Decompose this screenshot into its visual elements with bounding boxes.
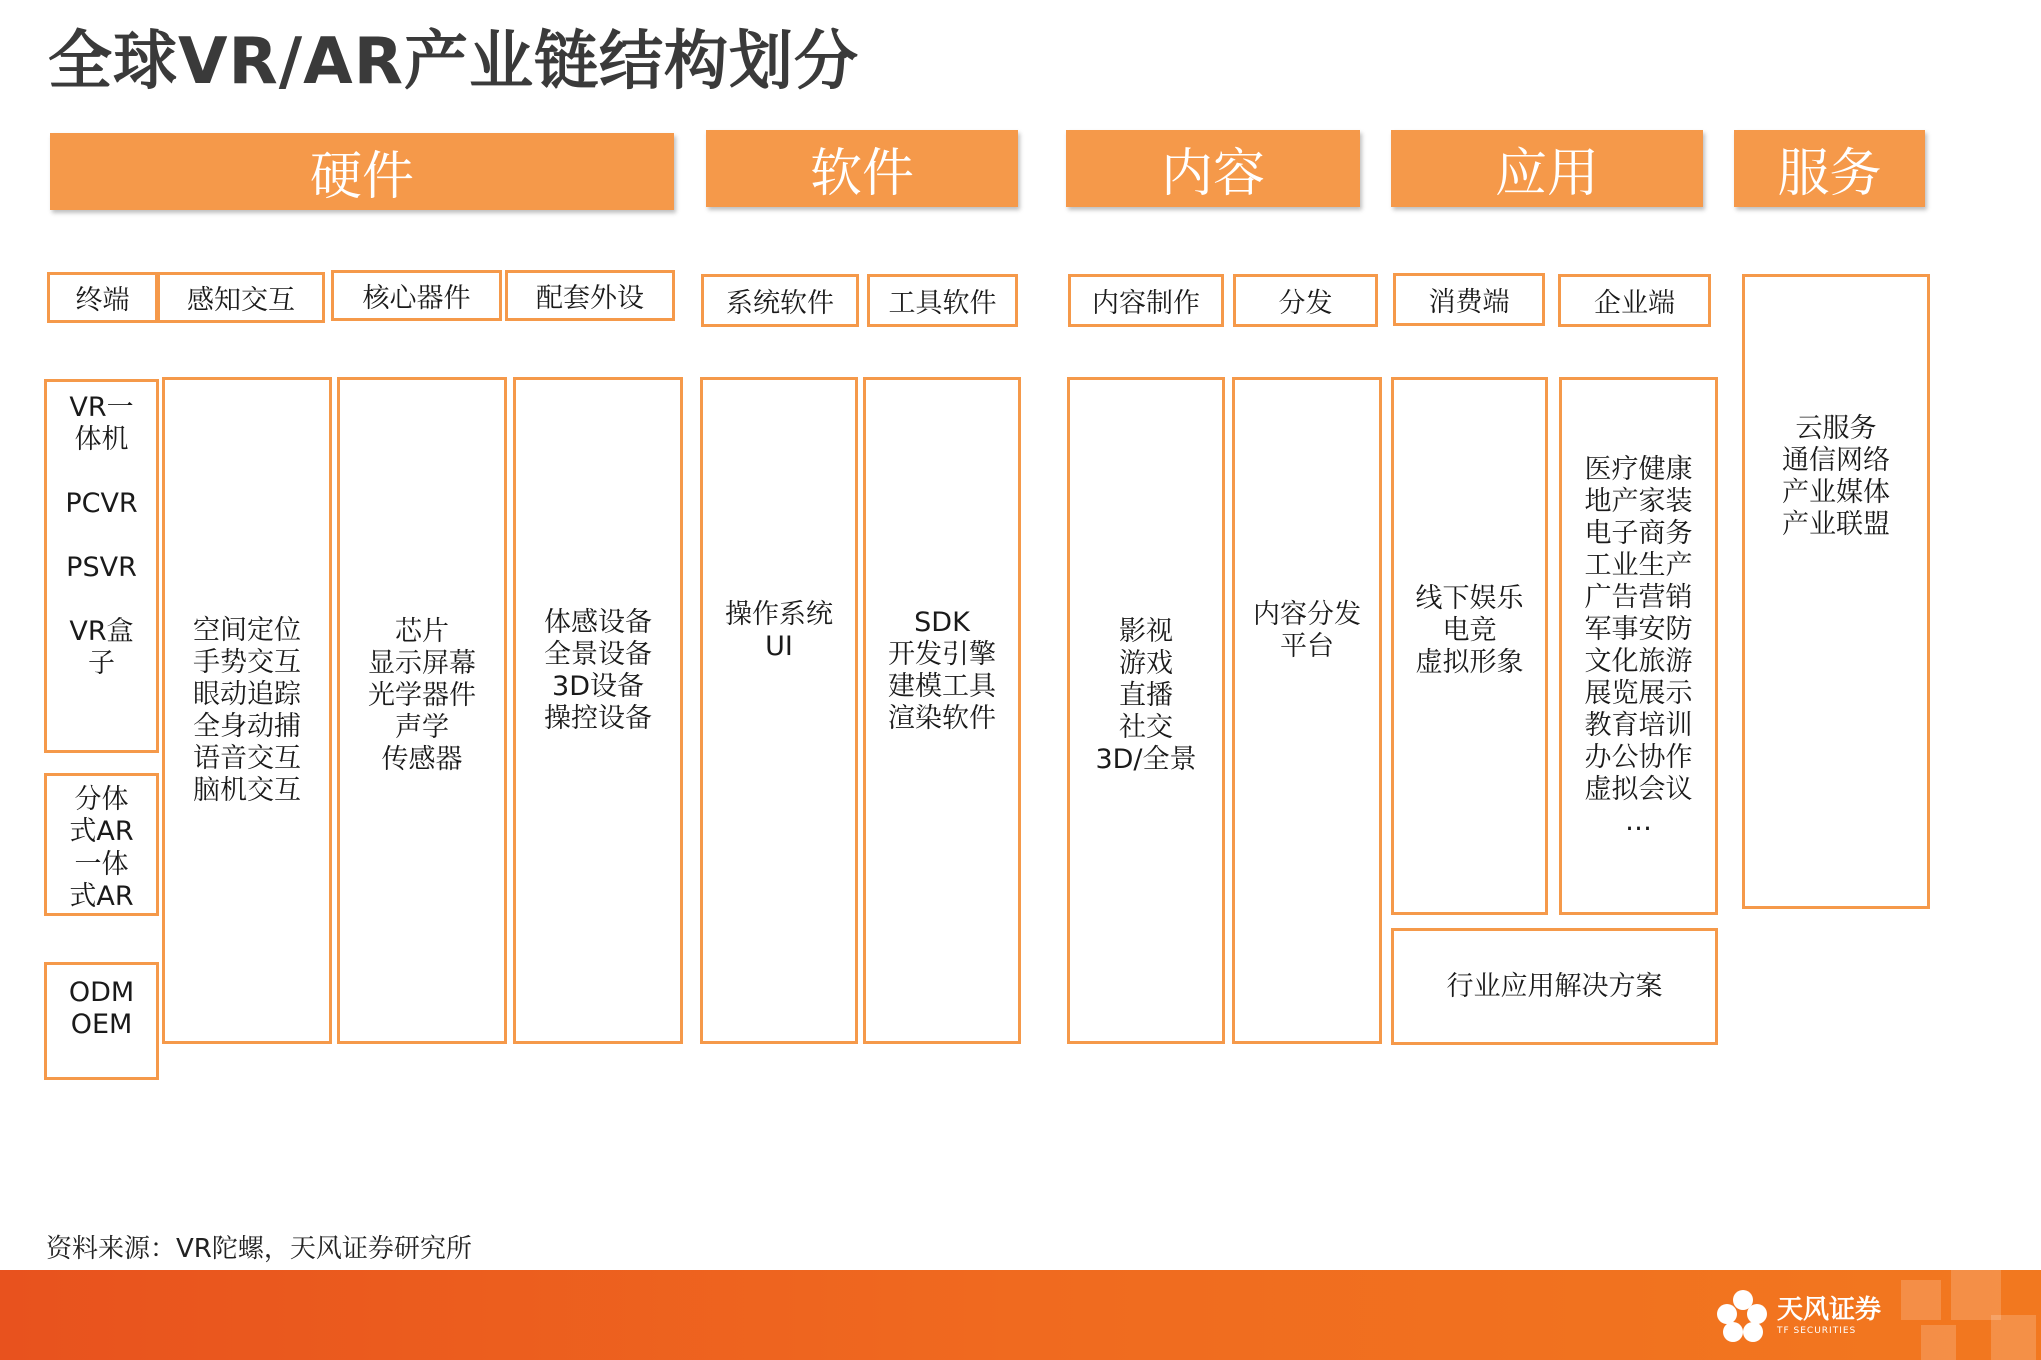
item: PCVR	[65, 488, 138, 519]
item: 语音交互	[193, 742, 301, 774]
item: 渲染软件	[888, 702, 996, 734]
item: 虚拟会议	[1584, 774, 1693, 805]
item: 虚拟形象	[1415, 647, 1524, 678]
item: 全景设备	[544, 638, 652, 670]
box-odm-oem	[44, 962, 159, 1080]
item: OEM	[70, 1009, 133, 1040]
item: 3D设备	[552, 670, 644, 702]
item: 平台	[1280, 630, 1334, 662]
page-title: 全球VR/AR产业链结构划分	[48, 25, 859, 99]
category-application: 应用	[1391, 130, 1703, 207]
item: 体机	[74, 424, 129, 455]
item: 操控设备	[544, 702, 652, 734]
item: 全身动捕	[193, 710, 301, 742]
item: 分体	[74, 784, 129, 815]
item: 展览展示	[1584, 678, 1693, 709]
category-service: 服务	[1734, 130, 1925, 207]
item: 操作系统	[725, 598, 833, 630]
item: UI	[765, 630, 793, 662]
item: 开发引擎	[888, 638, 996, 670]
flower-logo-icon	[1717, 1290, 1769, 1342]
source-note: 资料来源：VR陀螺，天风证券研究所	[46, 1234, 472, 1264]
item: PSVR	[66, 552, 137, 583]
sub-core: 核心器件	[331, 270, 502, 321]
item: 广告营销	[1584, 582, 1693, 613]
logo-name-en: TF SECURITIES	[1776, 1325, 1857, 1336]
sub-enterprise: 企业端	[1558, 274, 1711, 327]
item: 产业媒体	[1782, 477, 1890, 508]
box-core-components	[337, 377, 507, 1044]
sub-terminal: 终端	[47, 272, 158, 323]
box-consumer	[1391, 377, 1548, 915]
box-service	[1742, 274, 1930, 909]
box-industry-solution	[1391, 928, 1718, 1045]
item: 电竞	[1442, 615, 1497, 646]
box-system-software	[700, 377, 858, 1044]
category-content: 内容	[1066, 130, 1360, 207]
item: SDK	[914, 606, 970, 638]
item: VR一	[69, 392, 134, 423]
item: 芯片	[395, 615, 449, 647]
sub-system-software: 系统软件	[701, 274, 859, 327]
item: 声学	[395, 711, 449, 743]
box-content-making	[1067, 377, 1225, 1044]
item: 手势交互	[193, 646, 301, 678]
item: 内容分发	[1253, 598, 1361, 630]
box-ar-devices	[44, 773, 159, 916]
item: 军事安防	[1584, 614, 1693, 645]
logo-name-cn: 天风证券	[1776, 1294, 1881, 1325]
item: 线下娱乐	[1415, 583, 1524, 614]
sub-tool-software: 工具软件	[867, 274, 1018, 327]
item: 行业应用解决方案	[1446, 970, 1663, 1002]
item: 办公协作	[1584, 742, 1693, 773]
item: ODM	[68, 977, 135, 1008]
item: 式AR	[69, 816, 134, 847]
box-vr-devices	[44, 379, 159, 753]
item: 显示屏幕	[368, 647, 476, 679]
sub-consumer: 消费端	[1393, 273, 1545, 326]
box-peripherals	[513, 377, 683, 1044]
box-tool-software	[863, 377, 1021, 1044]
item: 子	[88, 648, 115, 679]
item: 工业生产	[1584, 550, 1693, 581]
item: 地产家装	[1584, 486, 1693, 517]
sub-distribution: 分发	[1233, 274, 1378, 327]
item: 影视	[1119, 615, 1173, 647]
category-hardware: 硬件	[50, 133, 674, 210]
box-perception	[162, 377, 332, 1044]
item: 社交	[1119, 711, 1173, 743]
item: 电子商务	[1584, 518, 1693, 549]
item: 式AR	[69, 881, 134, 912]
item: 游戏	[1119, 647, 1173, 679]
item: 眼动追踪	[193, 678, 301, 710]
item: 传感器	[381, 743, 463, 775]
item: 云服务	[1795, 413, 1877, 444]
sub-perception: 感知交互	[157, 272, 325, 323]
item: 空间定位	[193, 614, 301, 646]
item: 光学器件	[368, 679, 476, 711]
item: 3D/全景	[1095, 743, 1197, 775]
item: …	[1625, 806, 1652, 837]
footer-decoration	[1881, 1270, 2041, 1360]
box-enterprise	[1559, 377, 1718, 915]
sub-content-making: 内容制作	[1068, 274, 1224, 327]
item: 产业联盟	[1782, 509, 1890, 540]
item: 教育培训	[1584, 710, 1693, 741]
item: 医疗健康	[1584, 454, 1693, 485]
company-logo	[1717, 1290, 1881, 1342]
item: 一体	[74, 849, 129, 880]
item: 文化旅游	[1584, 646, 1693, 677]
item: 建模工具	[888, 670, 996, 702]
sub-peripheral: 配套外设	[505, 270, 675, 321]
category-software: 软件	[706, 130, 1018, 207]
item: VR盒	[69, 616, 134, 647]
box-distribution	[1232, 377, 1382, 1044]
item: 脑机交互	[193, 774, 301, 806]
item: 通信网络	[1782, 445, 1890, 476]
item: 直播	[1119, 679, 1173, 711]
item: 体感设备	[544, 606, 652, 638]
